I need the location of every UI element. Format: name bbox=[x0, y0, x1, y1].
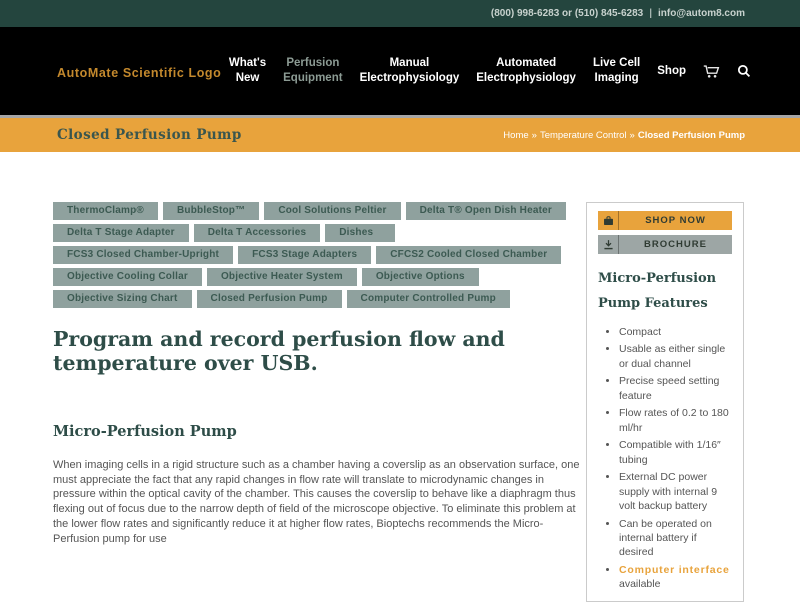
breadcrumb-separator: » bbox=[629, 129, 635, 141]
breadcrumb-item[interactable]: Temperature Control bbox=[539, 129, 627, 141]
shop-now-button[interactable] bbox=[598, 211, 732, 230]
shop-now-label: SHOP NOW bbox=[645, 215, 706, 226]
nav-item-shop[interactable]: Shop bbox=[657, 64, 686, 77]
download-icon bbox=[598, 235, 619, 254]
headline: Program and record perfusion flow and temperature over USB. bbox=[53, 327, 505, 375]
breadcrumb-item[interactable]: Home bbox=[503, 129, 529, 141]
tag-button[interactable]: Delta T Stage Adapter bbox=[53, 224, 189, 242]
phone-numbers-link[interactable]: (800) 998-6283 or (510) 845-6283 bbox=[490, 8, 644, 19]
site-logo[interactable]: AutoMate Scientific Logo bbox=[57, 66, 222, 80]
main-column bbox=[53, 202, 580, 546]
tag-button[interactable]: BubbleStop™ bbox=[163, 202, 259, 220]
tag-button[interactable]: FCS3 Closed Chamber-Upright bbox=[53, 246, 233, 264]
tag-button[interactable]: Objective Cooling Collar bbox=[53, 268, 202, 286]
main-nav bbox=[229, 27, 751, 115]
feature-item: • Flow rates of 0.2 to 180 ml/hr bbox=[619, 406, 732, 435]
email-link[interactable]: info@autom8.com bbox=[658, 8, 745, 19]
nav-item-whats-new[interactable]: What's New bbox=[228, 57, 267, 84]
tag-button[interactable]: CFCS2 Cooled Closed Chamber bbox=[376, 246, 561, 264]
sidebar bbox=[586, 202, 744, 602]
tag-button[interactable]: Dishes bbox=[325, 224, 395, 242]
breadcrumb-item: Closed Perfusion Pump bbox=[637, 129, 745, 141]
page-banner bbox=[0, 118, 800, 152]
tag-button[interactable]: Delta T Accessories bbox=[194, 224, 320, 242]
tag-button[interactable]: Closed Perfusion Pump bbox=[197, 290, 342, 308]
topbar-separator: | bbox=[649, 8, 653, 19]
section-title: Micro-Perfusion Pump bbox=[53, 423, 237, 440]
feature-item: • Precise speed setting feature bbox=[619, 374, 732, 403]
tag-button[interactable]: Objective Options bbox=[362, 268, 479, 286]
feature-item: • Compact bbox=[619, 325, 732, 339]
tag-button[interactable]: Cool Solutions Peltier bbox=[264, 202, 400, 220]
feature-item: • Can be operated on internal battery if desired bbox=[619, 517, 732, 560]
tag-button[interactable]: ThermoClamp® bbox=[53, 202, 158, 220]
page-title: Closed Perfusion Pump bbox=[57, 127, 242, 143]
tag-button[interactable]: Delta T® Open Dish Heater bbox=[406, 202, 566, 220]
nav-item-live-cell-imaging[interactable]: Live Cell Imaging bbox=[592, 57, 641, 84]
breadcrumb bbox=[503, 130, 745, 141]
search-icon[interactable] bbox=[737, 64, 751, 78]
site-header bbox=[0, 27, 800, 115]
feature-item: • External DC power supply with internal 9 volt backup battery bbox=[619, 470, 732, 513]
feature-item: • Compatible with 1/16″ tubing bbox=[619, 438, 732, 467]
topbar bbox=[0, 0, 800, 27]
brochure-button[interactable] bbox=[598, 235, 732, 254]
features-list bbox=[598, 325, 732, 592]
feature-item-text: available bbox=[619, 578, 661, 591]
shopping-bag-icon bbox=[598, 211, 619, 230]
content-area bbox=[0, 152, 800, 602]
cart-icon[interactable] bbox=[703, 64, 720, 79]
nav-item-manual-electrophysiology[interactable]: Manual Electrophysiology bbox=[359, 57, 460, 84]
tag-button[interactable]: Computer Controlled Pump bbox=[347, 290, 510, 308]
feature-item: • Usable as either single or dual channel bbox=[619, 342, 732, 371]
tag-button[interactable]: Objective Heater System bbox=[207, 268, 357, 286]
body-paragraph: When imaging cells in a rigid structure such as a chamber having a coverslip as an observation surface, one must appreciate the fact that any rapid changes in flow rate will translate to microdynamic changes in pressure within the optical cavity of the chamber. This causes the coverslip to behave like a diaphragm thus flexing out of focus due to the narrow depth of field of the microscope objective. To eliminate this problem at the lower flow rates and significantly reduce it at higher flow rates, Bioptechs recommends the Micro-Perfusion pump for use bbox=[53, 459, 580, 545]
nav-item-automated-electrophysiology[interactable]: Automated Electrophysiology bbox=[476, 57, 576, 84]
computer-interface-link[interactable]: Computer interface bbox=[619, 563, 730, 576]
tag-button[interactable]: Objective Sizing Chart bbox=[53, 290, 192, 308]
nav-item-perfusion-equipment[interactable]: Perfusion Equipment bbox=[283, 57, 343, 84]
product-tag-list bbox=[53, 202, 580, 308]
feature-item bbox=[619, 563, 732, 592]
brochure-label: BROCHURE bbox=[644, 239, 707, 250]
tag-button[interactable]: FCS3 Stage Adapters bbox=[238, 246, 371, 264]
features-title: Micro-Perfusion Pump Features bbox=[598, 271, 717, 312]
breadcrumb-separator: » bbox=[531, 129, 537, 141]
